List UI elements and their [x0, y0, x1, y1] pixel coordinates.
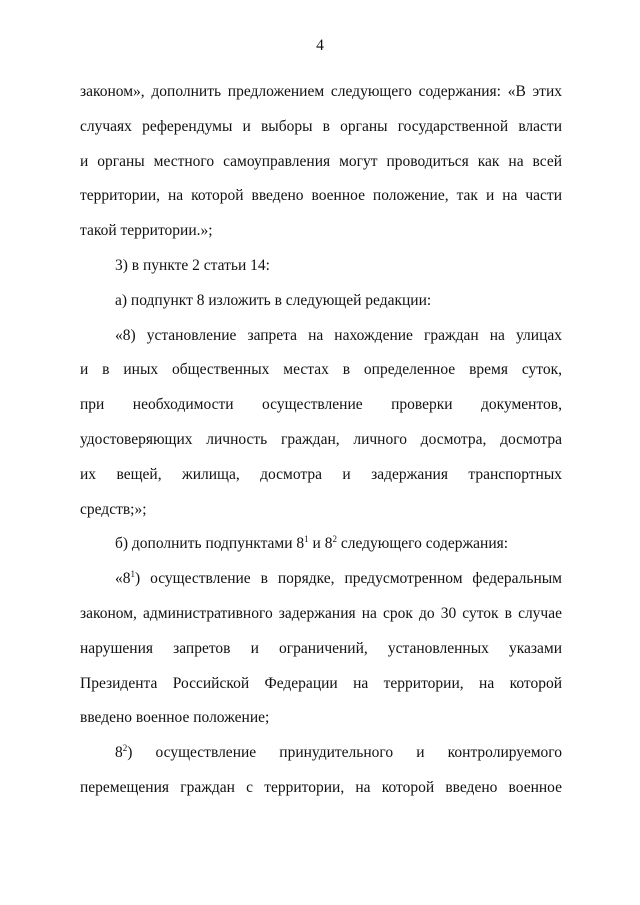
line-text: и 8 — [308, 535, 333, 553]
text-line — [80, 284, 562, 319]
line-text: введено военное положение; — [80, 709, 270, 727]
text-line — [80, 110, 562, 145]
line-text: ) осуществление принудительного и контролируемого — [127, 744, 562, 762]
text-line — [80, 353, 562, 388]
line-text: законом», дополнить предложением следующего содержания: «В этих — [80, 83, 562, 100]
line-text: «8) установление запрета на нахождение граждан на улицах — [115, 326, 562, 344]
line-text: удостоверяющих личность граждан, личного досмотра, досмотра — [80, 430, 562, 448]
text-line — [80, 527, 562, 562]
line-text: Президента Российской Федерации на территории, на которой — [80, 674, 562, 692]
line-text: и органы местного самоуправления могут проводиться как на всей — [80, 152, 562, 170]
document-body — [80, 75, 562, 806]
text-line — [80, 75, 562, 110]
line-text: такой территории.»; — [80, 222, 213, 240]
line-text: территории, на которой введено военное положение, так и на части — [80, 187, 562, 205]
text-line — [80, 493, 562, 528]
line-text: «8 — [115, 570, 131, 588]
superscript: 2 — [332, 534, 337, 545]
line-text: 3) в пункте 2 статьи 14: — [115, 256, 270, 274]
text-line — [80, 423, 562, 458]
superscript: 2 — [122, 743, 128, 754]
text-line — [80, 145, 562, 180]
line-text: и в иных общественных местах в определенное время суток, — [80, 361, 562, 379]
line-text: законом, административного задержания на срок до 30 суток в случае — [80, 604, 562, 622]
line-text: следующего содержания: — [336, 535, 509, 553]
line-text: ) осуществление в порядке, предусмотренном федеральным — [135, 570, 562, 588]
superscript: 1 — [304, 534, 309, 545]
line-text: а) подпункт 8 изложить в следующей редакции: — [115, 291, 432, 309]
text-line — [80, 701, 562, 736]
text-line — [80, 214, 562, 249]
text-line — [80, 632, 562, 667]
line-text: при необходимости осуществление проверки документов, — [80, 396, 562, 414]
text-line — [80, 562, 562, 597]
text-line — [80, 771, 562, 806]
text-line — [80, 179, 562, 214]
text-line — [80, 597, 562, 632]
superscript: 1 — [130, 569, 135, 580]
line-text: б) дополнить подпунктами 8 — [115, 535, 305, 553]
text-line — [80, 736, 562, 771]
text-line — [80, 458, 562, 493]
text-line — [80, 667, 562, 702]
line-text: средств;»; — [80, 500, 147, 518]
page-number: 4 — [316, 37, 324, 54]
text-line — [80, 319, 562, 354]
text-line — [80, 249, 562, 284]
line-text: случаях референдумы и выборы в органы государственной власти — [80, 117, 562, 135]
line-text: их вещей, жилища, досмотра и задержания транспортных — [80, 465, 562, 483]
line-text: перемещения граждан с территории, на которой введено военное — [80, 778, 562, 796]
text-line — [80, 388, 562, 423]
line-text: 8 — [115, 744, 123, 762]
line-text: нарушения запретов и ограничений, установленных указами — [80, 639, 562, 657]
